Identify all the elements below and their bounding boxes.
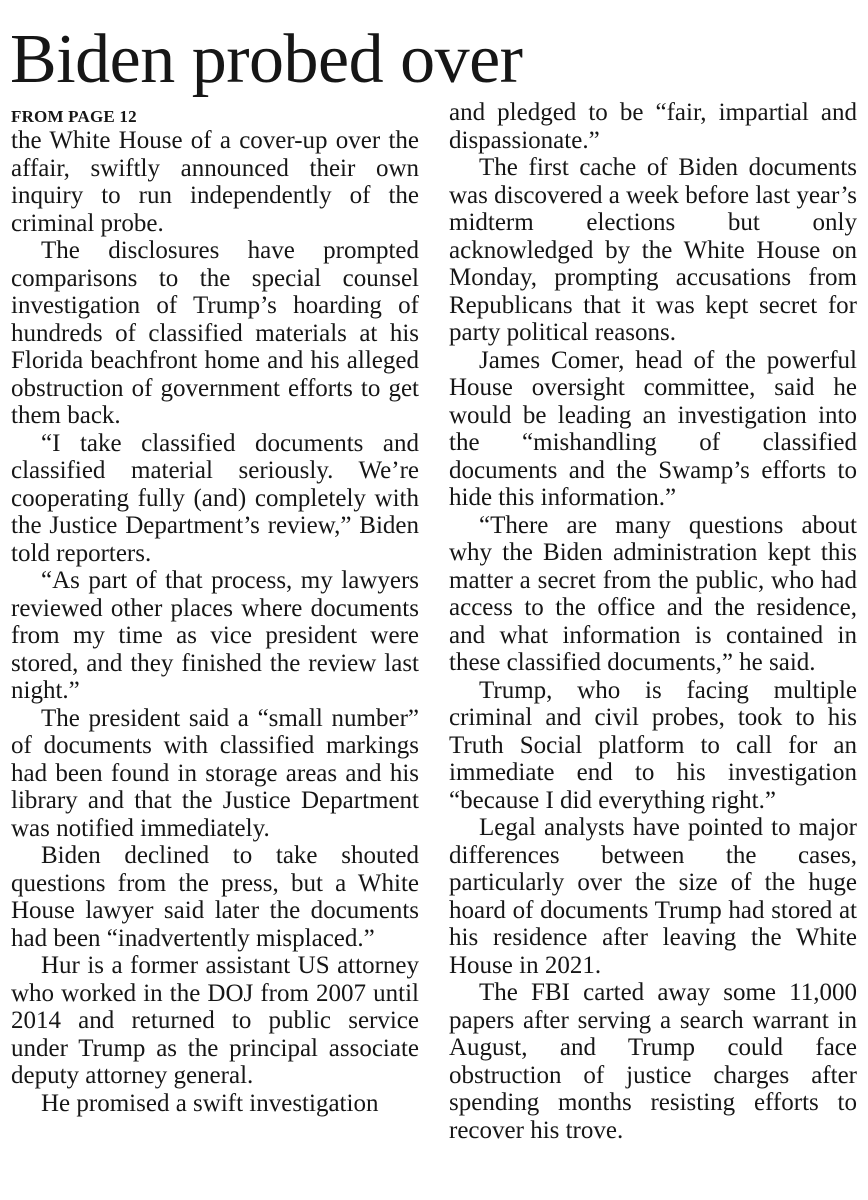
article-column-left — [11, 107, 419, 1117]
article-paragraph: the White House of a cover-up over the affair, swiftly announced their own inquiry to run independently of the criminal probe. — [11, 127, 419, 237]
article-paragraph: The president said a “small number” of documents with classified markings had been found in storage areas and his library and that the Justice Department was notified immediately. — [11, 704, 419, 842]
article-paragraph: Legal analysts have pointed to major differences between the cases, particularly over the size of the huge hoard of documents Trump had stored at his residence after leaving the White House in 2021. — [449, 814, 857, 979]
from-page-label: FROM PAGE 12 — [11, 107, 137, 126]
article-paragraph: “I take classified documents and classified material seriously. We’re cooperating fully (and) completely with the Justice Department’s review,” Biden told reporters. — [11, 429, 419, 567]
article-paragraph: “There are many questions about why the Biden administration kept this matter a secret from the public, who had access to the office and the residence, and what information is contained in these classified documents,” he said. — [449, 511, 857, 676]
article-paragraph: The first cache of Biden documents was discovered a week before last year’s midterm elections but only acknowledged by the White House on Monday, prompting accusations from Republicans that it was kept secret for party political reasons. — [449, 154, 857, 346]
article-paragraph: and pledged to be “fair, impartial and dispassionate.” — [449, 99, 857, 154]
article-paragraph: He promised a swift investigation — [41, 1089, 379, 1117]
headline: Biden probed over — [10, 21, 523, 98]
article-paragraph: Hur is a former assistant US attorney who worked in the DOJ from 2007 until 2014 and returned to public service under Trump as the principal associate deputy attorney general. — [11, 952, 419, 1089]
article-paragraph: Biden declined to take shouted questions from the press, but a White House lawyer said later the documents had been “inadvertently misplaced.” — [11, 842, 419, 952]
article-paragraph: James Comer, head of the powerful House oversight committee, said he would be leading an investigation into the “mishandling of classified documents and the Swamp’s efforts to hide this information.” — [449, 346, 857, 511]
article-paragraph: “As part of that process, my lawyers reviewed other places where documents from my time as vice president were stored, and they finished the review last night.” — [11, 567, 419, 704]
article-paragraph: The disclosures have prompted comparisons to the special counsel investigation of Trump’s hoarding of hundreds of classified materials at his Florida beachfront home and his alleged obstruction of government efforts to get them back. — [11, 237, 419, 429]
article-column-right — [449, 99, 857, 1144]
article-paragraph: Trump, who is facing multiple criminal and civil probes, took to his Truth Social platform to call for an immediate end to his investigation “because I did everything right.” — [449, 676, 857, 814]
article-paragraph: The FBI carted away some 11,000 papers after serving a search warrant in August, and Trump could face obstruction of justice charges after spending months resisting efforts to recover his trove. — [449, 979, 857, 1144]
